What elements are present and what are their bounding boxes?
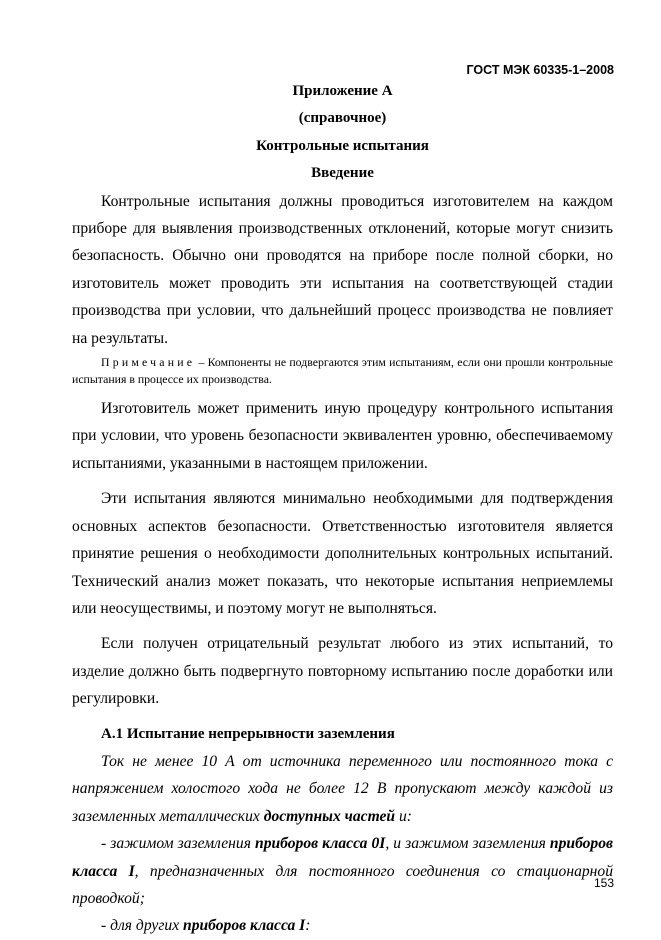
term-accessible-parts: доступных частей — [263, 807, 396, 825]
term-class-0i: приборов класса 0I — [255, 835, 386, 853]
term-class-i: приборов класса I — [183, 917, 306, 935]
paragraph-intro: Контрольные испытания должны проводиться изготовителем на каждом приборе для выявления производственных отклонений, которые могут снизить безопасность. Обычно они проводятся на приборе после полной сборки, но изготовитель может проводить эти испытания на соответствующей стадии производства при условии, что дальнейший процесс производства не повлияет на результаты. — [72, 192, 613, 347]
intro-heading: Введение — [311, 165, 374, 182]
paragraph-minimum: Эти испытания являются минимально необходимыми для подтверждения основных аспектов безопасности. Ответственностью изготовителя является принятие решения о необходимости дополнительных контрольных испытаний. Технический анализ может показать, что некоторые испытания неприемлемы или неосуществимы, и поэтому могут не выполняться. — [72, 490, 613, 617]
page-number: 153 — [593, 876, 614, 890]
text-segment: , предназначенных для постоянного соединения со стационарной проводкой; — [72, 862, 614, 907]
text-segment: : — [305, 917, 311, 935]
note — [72, 354, 613, 387]
paragraph-procedure: Изготовитель может применить иную процедуру контрольного испытания при условии, что уровень безопасности эквивалентен уровню, обеспечиваемому испытаниями, указанными в настоящем приложении. — [72, 400, 613, 472]
term-class-i: приборов класса I — [72, 835, 613, 880]
paragraph-retest: Если получен отрицательный результат любого из этих испытаний, то изделие должно быть подвергнуто повторному испытанию после доработки или регулировки. — [72, 635, 613, 708]
section-a1-text — [72, 748, 613, 830]
section-a1-title: А.1 Испытание непрерывности заземления — [101, 725, 395, 742]
note-text: – Компоненты не подвергаются этим испытаниям, если они прошли контрольные испытания в процессе их производства. — [72, 355, 613, 386]
text-segment: Ток не менее 10 А от источника переменного или постоянного тока с напряжением холостого хода не более 12 В пропускают между каждой из заземленных металлических — [72, 752, 613, 825]
appendix-title: Приложение А — [292, 83, 393, 99]
text-segment: - зажимом заземления — [101, 835, 256, 853]
page-body — [72, 78, 613, 940]
text-segment: и: — [395, 807, 412, 825]
text-segment: , и зажимом заземления — [385, 835, 550, 853]
list-item-class-0i — [72, 830, 613, 912]
appendix-subject: Контрольные испытания — [256, 137, 429, 154]
text-segment: - для других — [101, 917, 184, 935]
note-label: Примечание — [101, 355, 196, 370]
appendix-status: (справочное) — [298, 110, 387, 127]
document-code: ГОСТ МЭК 60335-1–2008 — [466, 63, 614, 77]
